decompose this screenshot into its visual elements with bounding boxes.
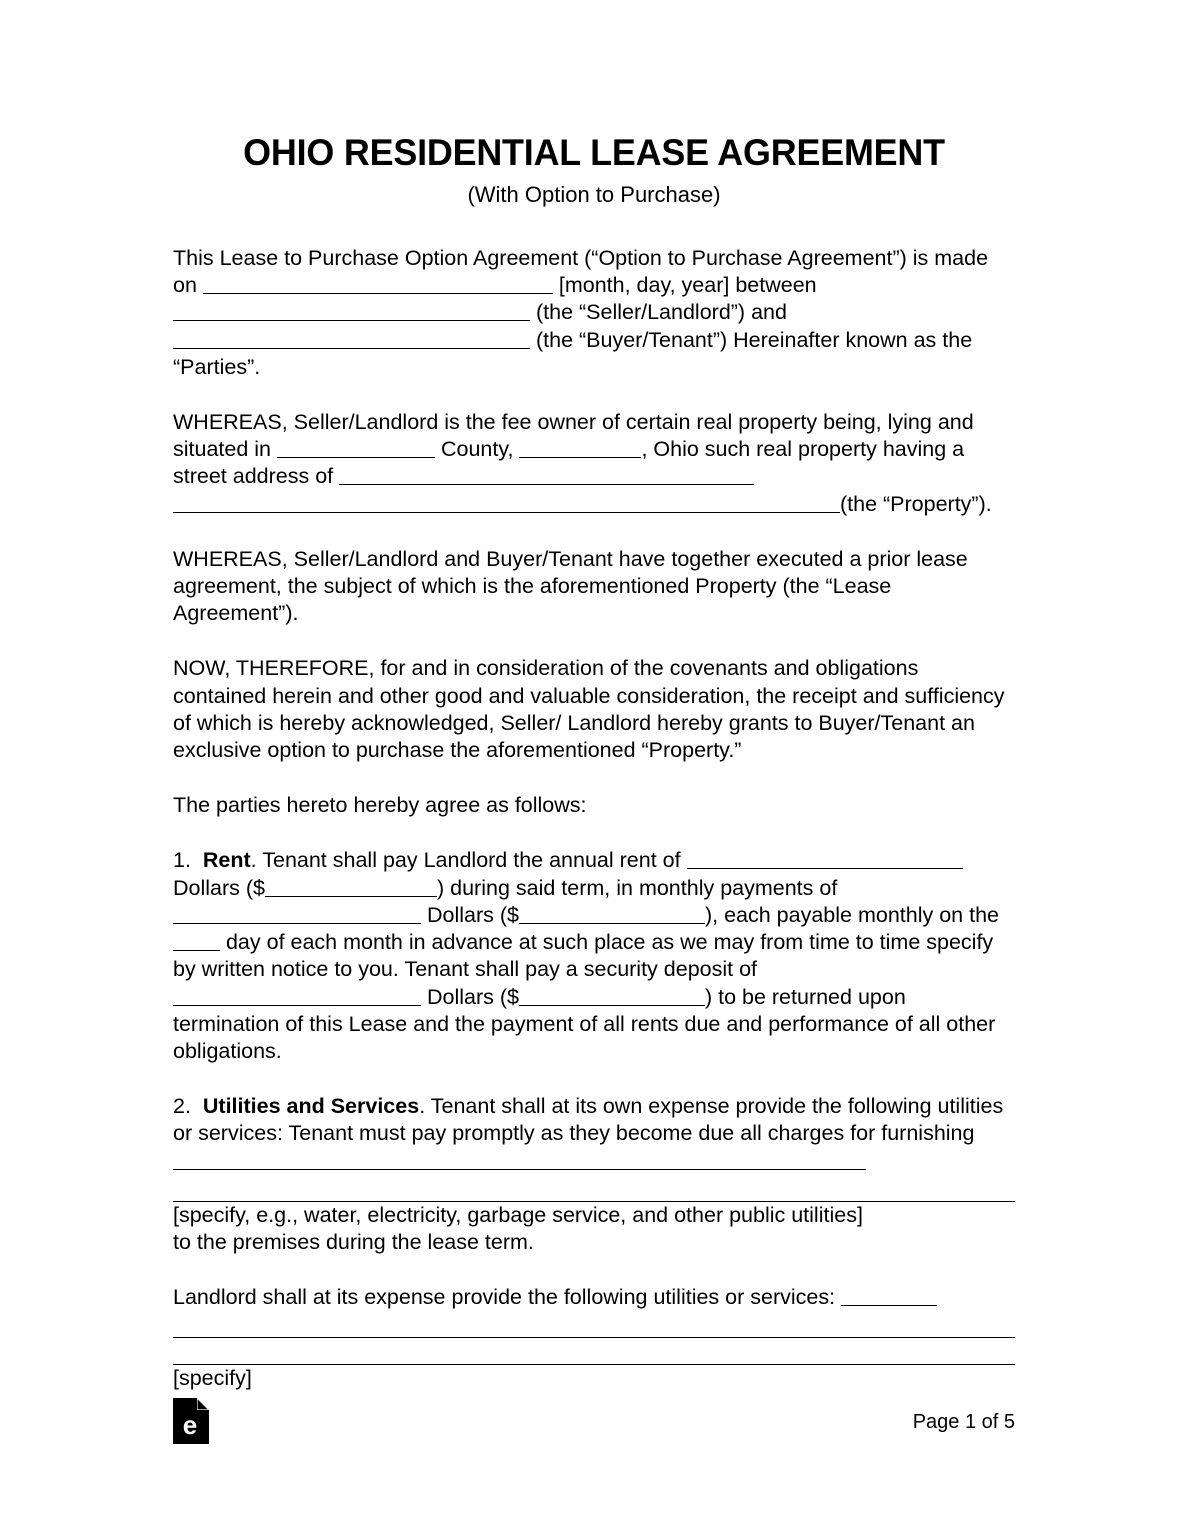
page-subtitle: (With Option to Purchase) xyxy=(467,181,721,207)
tenant-utilities-blank-field[interactable] xyxy=(173,1150,866,1170)
security-deposit-words-blank-field[interactable] xyxy=(173,986,421,1006)
landlord-utilities-blank-line-wrap-2 xyxy=(173,1338,1015,1365)
title-block xyxy=(173,0,1015,207)
page-number: Page 1 of 5 xyxy=(912,1411,1015,1433)
section-rent-text-7: Dollars ($ xyxy=(421,984,519,1009)
annual-rent-amount-blank-field[interactable] xyxy=(265,877,437,897)
street-address-blank-field[interactable] xyxy=(339,465,754,485)
intro-text-4: (the “Buyer/Tenant”) Hereinafter known as the “Parties”. xyxy=(173,327,973,379)
city-blank-field[interactable] xyxy=(519,438,641,458)
spacer xyxy=(173,1065,1015,1093)
security-deposit-amount-blank-field[interactable] xyxy=(519,986,705,1006)
whereas-property-text-2: County, xyxy=(434,437,520,462)
landlord-utilities-blank-field[interactable] xyxy=(841,1286,937,1306)
section-utilities-number: 2. xyxy=(173,1094,191,1119)
tenant-utilities-closing-text: to the premises during the lease term. xyxy=(173,1229,534,1254)
spacer xyxy=(173,764,1015,792)
whereas-lease-paragraph: WHEREAS, Seller/Landlord and Buyer/Tenant have together executed a prior lease agreement, the subject of which is the aforementioned Property (the “Lease Agreement”). xyxy=(173,546,968,626)
intro-text-1: This Lease to Purchase Option Agreement (“Option to Purchase Agreement”) is made on xyxy=(173,246,989,298)
section-rent xyxy=(173,847,1015,1065)
section-rent-text-8: ) to be returned upon termination of this Lease and the payment of all rents due and performance of all other obligations. xyxy=(173,984,996,1063)
annual-rent-words-blank-field[interactable] xyxy=(687,849,963,869)
spacer xyxy=(173,381,1015,409)
intro-text-2: [month, day, year] between xyxy=(552,273,817,298)
section-utilities-heading: Utilities and Services xyxy=(202,1094,420,1119)
section-rent-text-3: ) during said term, in monthly payments of xyxy=(437,875,838,900)
section-rent-text-1: . Tenant shall pay Landlord the annual rent of xyxy=(250,848,687,873)
section-rent-text-4: Dollars ($ xyxy=(421,902,519,927)
tenant-utilities-blank-line-wrap xyxy=(173,1175,1015,1202)
landlord-utilities-text: Landlord shall at its expense provide the following utilities or services: xyxy=(173,1285,842,1310)
date-blank-field[interactable] xyxy=(203,274,553,294)
intro-paragraph xyxy=(173,245,1015,381)
agree-line: The parties hereto hereby agree as follows: xyxy=(173,793,587,818)
page-title: OHIO RESIDENTIAL LEASE AGREEMENT xyxy=(243,132,945,173)
now-therefore-paragraph: NOW, THEREFORE, for and in consideration of the covenants and obligations contained herein and other good and valuable consideration, the receipt and sufficiency of which is hereby acknowledged, Seller/ Landlord hereby grants to Buyer/Tenant an exclusive option to purchase the aforementioned “Property.” xyxy=(173,656,1005,763)
intro-text-3: (the “Seller/Landlord”) and xyxy=(530,300,787,325)
spacer xyxy=(173,518,1015,546)
monthly-rent-words-blank-field[interactable] xyxy=(173,904,421,924)
eforms-document-icon xyxy=(173,1398,209,1444)
whereas-property-text-1: WHEREAS, Seller/Landlord is the fee owner of certain real property being, lying and situated in xyxy=(173,410,974,462)
section-rent-text-2: Dollars ($ xyxy=(173,875,265,900)
spacer xyxy=(173,627,1015,655)
landlord-utilities-paragraph xyxy=(173,1284,1015,1311)
buyer-tenant-blank-field[interactable] xyxy=(173,329,530,349)
county-blank-field[interactable] xyxy=(277,438,435,458)
street-address-blank-field-2[interactable] xyxy=(173,493,840,513)
seller-landlord-blank-field[interactable] xyxy=(173,301,530,321)
page-footer xyxy=(173,1398,1015,1458)
whereas-property-paragraph xyxy=(173,409,1015,518)
spacer xyxy=(173,1256,1015,1284)
svg-text:e: e xyxy=(182,1410,198,1440)
monthly-rent-amount-blank-field[interactable] xyxy=(519,904,705,924)
landlord-utilities-specify-label: [specify] xyxy=(173,1366,252,1391)
whereas-property-text-3: , Ohio such real property having a street address of xyxy=(173,437,965,489)
property-definition-text: (the “Property”). xyxy=(840,491,992,516)
spacer xyxy=(173,819,1015,847)
section-utilities-text-1: . Tenant shall at its own expense provide the following utilities or services: Tenant must pay promptly as they become due all charges for furnishing xyxy=(173,1094,1004,1146)
section-rent-heading: Rent xyxy=(202,848,251,873)
document-body xyxy=(173,0,1015,1393)
section-utilities xyxy=(173,1093,1015,1175)
due-day-blank-field[interactable] xyxy=(173,931,220,951)
landlord-utilities-blank-line-wrap-1 xyxy=(173,1311,1015,1338)
section-rent-number: 1. xyxy=(173,848,191,873)
tenant-utilities-specify-note: [specify, e.g., water, electricity, garbage service, and other public utilities] xyxy=(173,1202,863,1227)
section-rent-text-6: day of each month in advance at such place as we may from time to time specify by written notice to you. Tenant shall pay a security deposit of xyxy=(173,930,994,982)
section-rent-text-5: ), each payable monthly on the xyxy=(704,902,999,927)
